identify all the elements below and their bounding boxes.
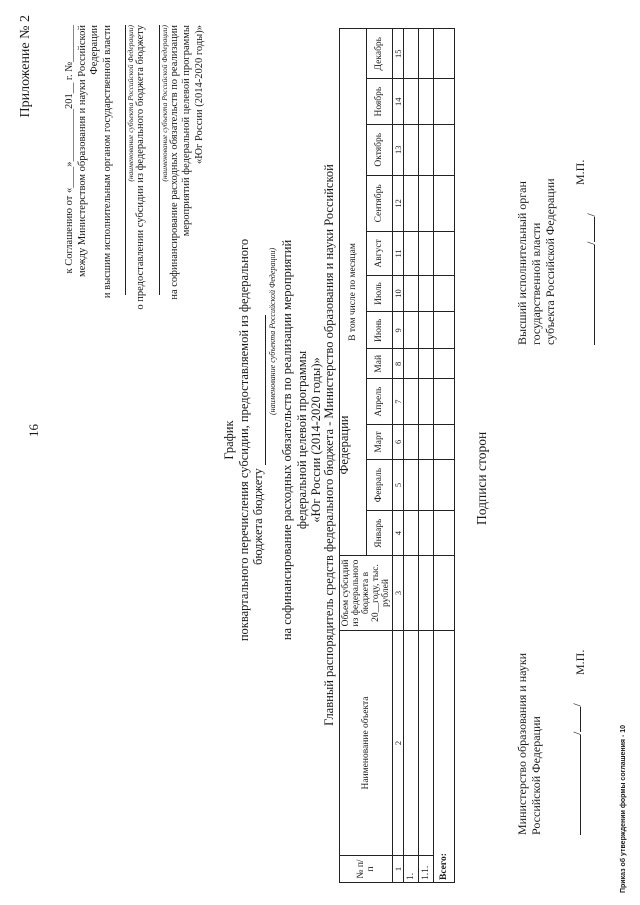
chief-distributor: Главный распорядитель средств федерального бюджета - Министерство образования и науки Российской Федерации [322,164,351,726]
table-cell [404,312,419,349]
signature-blank [583,245,595,345]
table-total-row [434,29,455,883]
table-cell [419,556,434,631]
table-cell [419,349,434,379]
month-header: Июль [366,275,393,311]
table-cell [434,79,455,125]
table-cell [434,349,455,379]
column-number: 8 [393,349,404,379]
title-line: поквартального перечисления субсидии, предоставляемой из федерального бюджета бюджету [236,238,265,642]
title-line: «Юг России (2014-2020 годы)» [309,357,323,523]
page-number: 16 [26,424,41,437]
total-label: Всего: [434,631,455,883]
table-cell [419,124,434,175]
payment-schedule-table [339,28,455,883]
table-cell [419,631,434,856]
column-number: 5 [393,459,404,511]
month-header: Январь [366,511,393,556]
document-title [222,225,324,655]
appendix-title: Приложение № 2 [18,15,33,118]
table-cell [404,511,419,556]
title-line: на софинансирование расходных обязательств по реализации мероприятий федеральной целевой программы [280,239,309,641]
table-cell [434,312,455,349]
agreement-line: «Юг России (2014-2020 годы)» [193,25,205,165]
blank-line [114,25,126,295]
table-cell [419,79,434,125]
column-number: 6 [393,425,404,460]
table-header-row [340,29,367,883]
agreement-line: и высшим исполнительным органом государственной власти [101,25,113,299]
column-number: 2 [393,631,404,856]
column-number: 14 [393,79,404,125]
row-number: 1.1. [419,856,434,883]
col-header-volume: Объем субсидий из федерального бюджета в 20__году, тыс. рублей [340,556,393,631]
table-cell [404,631,419,856]
seal-placeholder: М.П. [573,159,587,185]
agreement-line: к Соглашению от «____»__________201__ г. №_______ [64,25,75,274]
blank-line [254,315,266,465]
month-header: Июнь [366,312,393,349]
table-cell [419,175,434,231]
column-number: 15 [393,29,404,79]
table-cell [404,124,419,175]
party-name: Российской Федерации [529,716,543,835]
table-cell [434,556,455,631]
table-cell [434,275,455,311]
table-cell [419,275,434,311]
month-header: Апрель [366,379,393,425]
footer-note: Приказ об утверждении формы соглашения - 10 [620,724,627,893]
field-caption: (наименование субъекта Российской Федерации) [159,25,169,182]
column-number: 4 [393,511,404,556]
column-number: 11 [393,232,404,276]
table-cell [404,425,419,460]
month-header: Декабрь [366,29,393,79]
field-caption: (наименование субъекта Российской Федерации) [126,25,135,182]
column-number: 12 [393,175,404,231]
name-blank [583,217,595,242]
column-number: 13 [393,124,404,175]
title-heading: График [222,420,236,460]
table-cell [404,79,419,125]
col-header-months: В том числе по месяцам [340,29,367,556]
table-cell [404,232,419,276]
table-cell [404,349,419,379]
table-row [419,29,434,883]
table-cell [419,29,434,79]
seal-placeholder: М.П. [573,649,587,675]
month-header: Май [366,349,393,379]
party-name: субъекта Российской Федерации [543,178,557,345]
table-cell [404,379,419,425]
month-header: Февраль [366,459,393,511]
column-number: 7 [393,379,404,425]
table-cell [434,232,455,276]
agreement-line: мероприятий федеральной целевой программы [181,25,192,237]
table-cell [404,29,419,79]
month-header: Август [366,232,393,276]
name-blank [569,707,581,732]
agreement-line: между Министерством образования и науки Российской Федерации [76,25,100,277]
column-number: 3 [393,556,404,631]
table-cell [419,379,434,425]
month-header: Март [366,425,393,460]
month-header: Ноябрь [366,79,393,125]
table-cell [434,124,455,175]
col-header-name: Наименование объекта [340,631,393,856]
signature-blank [569,735,581,835]
month-header: Октябрь [366,124,393,175]
table-cell [419,425,434,460]
table-cell [434,425,455,460]
table-cell [404,175,419,231]
row-number: 1. [404,856,419,883]
column-number: 9 [393,312,404,349]
table-cell [434,459,455,511]
col-header-num: № п/п [340,856,393,883]
region-signature-block [515,95,598,345]
table-cell [419,511,434,556]
agreement-reference [64,25,206,315]
table-cell [404,459,419,511]
signature-line: // [583,95,598,345]
party-name: Высший исполнительный орган государственной власти [515,181,543,345]
blank-line [148,25,160,295]
field-caption: (наименование субъекта Российской Федерации) [267,247,277,415]
table-cell [434,379,455,425]
table-cell [419,459,434,511]
agreement-line: на софинансирование расходных обязательств по реализации [168,25,180,300]
signature-line: // [569,645,584,835]
table-cell [434,511,455,556]
table-cell [434,175,455,231]
signatures-title: Подписи сторон [474,431,489,525]
table-cell [404,275,419,311]
table-cell [419,312,434,349]
table-cell [434,29,455,79]
month-header: Сентябрь [366,175,393,231]
table-cell [419,232,434,276]
column-number: 1 [393,856,404,883]
column-number: 10 [393,275,404,311]
agreement-line: о предоставлении субсидии из федерального бюджета бюджету [135,25,146,310]
party-name: Министерство образования и науки [515,652,529,835]
table-cell [404,556,419,631]
column-number-row [393,29,404,883]
table-row [404,29,419,883]
